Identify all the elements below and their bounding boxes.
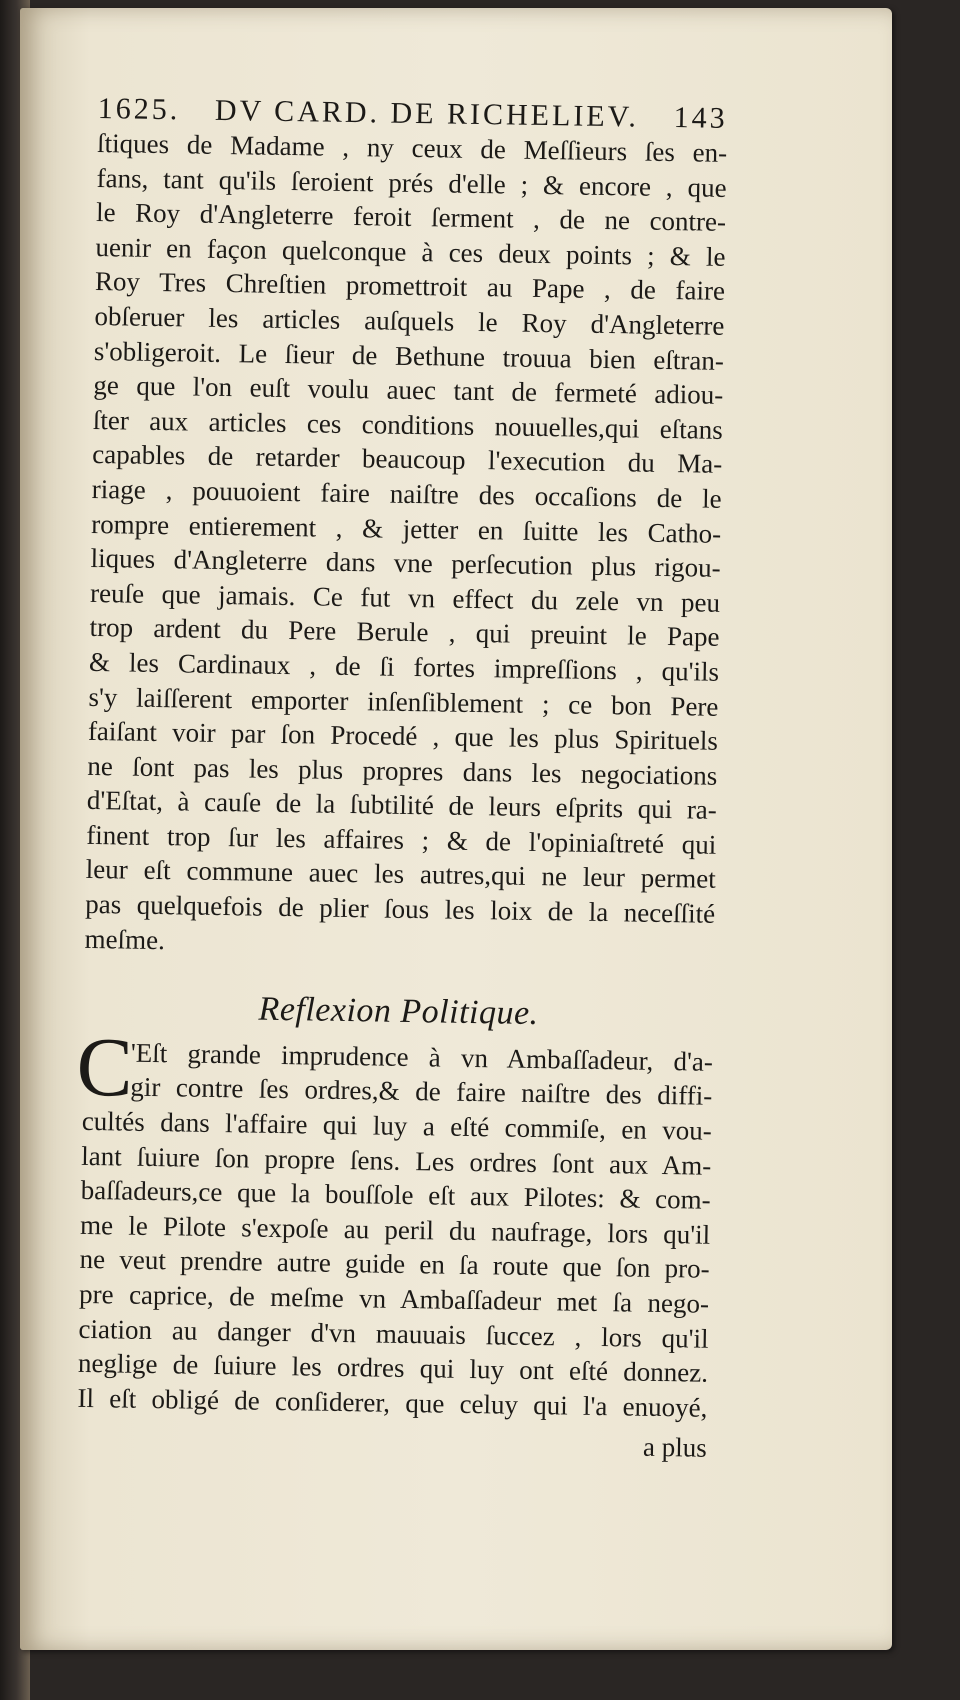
reflexion-paragraph xyxy=(75,1020,714,1425)
text-line: ne veut prendre autre guide en ſa route que ſon pro- xyxy=(79,1244,710,1285)
text-line: trop ardent du Pere Berule , qui preuint le Pape xyxy=(89,612,720,653)
text-line: ſter aux articles ces conditions nouuelles,qui eſtans xyxy=(92,404,724,445)
text-line: reuſe que jamais. Ce fut vn effect du zele vn peu xyxy=(89,577,721,618)
text-line: ciation au danger d'vn mauuais ſuccez , lors qu'il xyxy=(78,1313,709,1354)
text-line: s'obligeroit. Le ſieur de Bethune trouua bien eſtran- xyxy=(93,335,725,376)
text-line: s'y laiſſerent emporter inſenſiblement ; ce bon Pere xyxy=(88,681,719,722)
text-line: gir contre ſes ordres,& de faire naiſtre des diffi- xyxy=(130,1072,713,1112)
text-line: le Roy d'Angleterre feroit ſerment , de ne contre- xyxy=(95,197,727,238)
section-heading: Reflexion Politique. xyxy=(258,990,539,1033)
page-number: 143 xyxy=(673,101,728,135)
text-line: liques d'Angleterre dans vne perſecution plus rigou- xyxy=(90,543,721,583)
text-line: neglige de ſuiure les ordres qui luy ont eſté donnez. xyxy=(77,1348,709,1388)
text-line: pas quelquefois de plier ſous les loix de la neceſſité xyxy=(85,888,716,929)
book-page xyxy=(20,8,892,1650)
text-line: me le Pilote s'expoſe au peril du naufrage, lors qu'il xyxy=(79,1209,711,1250)
text-line: baſſadeurs,ce que la bouſſole eſt aux Pilotes: & com- xyxy=(80,1175,711,1215)
text-line: 'Eſt grande imprudence à vn Ambaſſadeur, d'a- xyxy=(130,1037,714,1077)
text-line: ne ſont pas les plus propres dans les negociations xyxy=(87,750,718,791)
text-line: ge que l'on euſt voulu auec tant de fermeté adiou- xyxy=(93,370,724,411)
text-line: finent trop ſur les affaires ; & de l'opiniaſtreté qui xyxy=(86,819,717,860)
text-line: uenir en façon quelconque à ces deux points ; & le xyxy=(95,231,726,272)
catchword: a plus xyxy=(642,1432,708,1464)
text-line: Il eſt obligé de conſiderer, que celuy qui l'a enuoyé, xyxy=(77,1382,708,1423)
text-line: cultés dans l'affaire qui luy a eſté commiſe, en vou- xyxy=(81,1105,712,1146)
text-line: rompre entierement , & jetter en ſuitte les Catho- xyxy=(90,508,722,549)
running-head-year: 1625. xyxy=(97,92,181,127)
text-line: pre caprice, de meſme vn Ambaſſadeur met ſa nego- xyxy=(78,1278,710,1319)
text-line: obſeruer les articles auſquels le Roy d'Angleterre xyxy=(94,300,725,341)
body-paragraph xyxy=(84,126,727,966)
text-line: Roy Tres Chreſtien promettroit au Pape , de faire xyxy=(94,266,726,307)
text-line: leur eſt commune auec les autres,qui ne leur permet xyxy=(85,854,716,895)
text-line: fans, tant qu'ils ſeroient prés d'elle ; & encore , que xyxy=(96,162,727,203)
running-head-title: DV CARD. DE RICHELIEV. xyxy=(214,93,640,134)
text-line: faiſant voir par ſon Procedé , que les plus Spirituels xyxy=(87,716,719,756)
text-line: lant ſuiure ſon propre ſens. Les ordres ſont aux Am- xyxy=(81,1140,712,1181)
text-line: meſme. xyxy=(84,923,166,955)
text-line: & les Cardinaux , de ſi fortes impreſſions , qu'ils xyxy=(88,646,720,687)
text-line: d'Eſtat, à cauſe de la ſubtilité de leurs eſprits qui ra- xyxy=(86,785,718,826)
text-line: riage , pouuoient faire naiſtre des occaſions de le xyxy=(91,473,722,514)
drop-cap: C xyxy=(75,1020,134,1115)
page-text-block xyxy=(77,92,728,1466)
text-line: capables de retarder beaucoup l'execution du Ma- xyxy=(92,439,723,480)
text-line: ſtiques de Madame , ny ceux de Meſſieurs ſes en- xyxy=(96,127,728,168)
